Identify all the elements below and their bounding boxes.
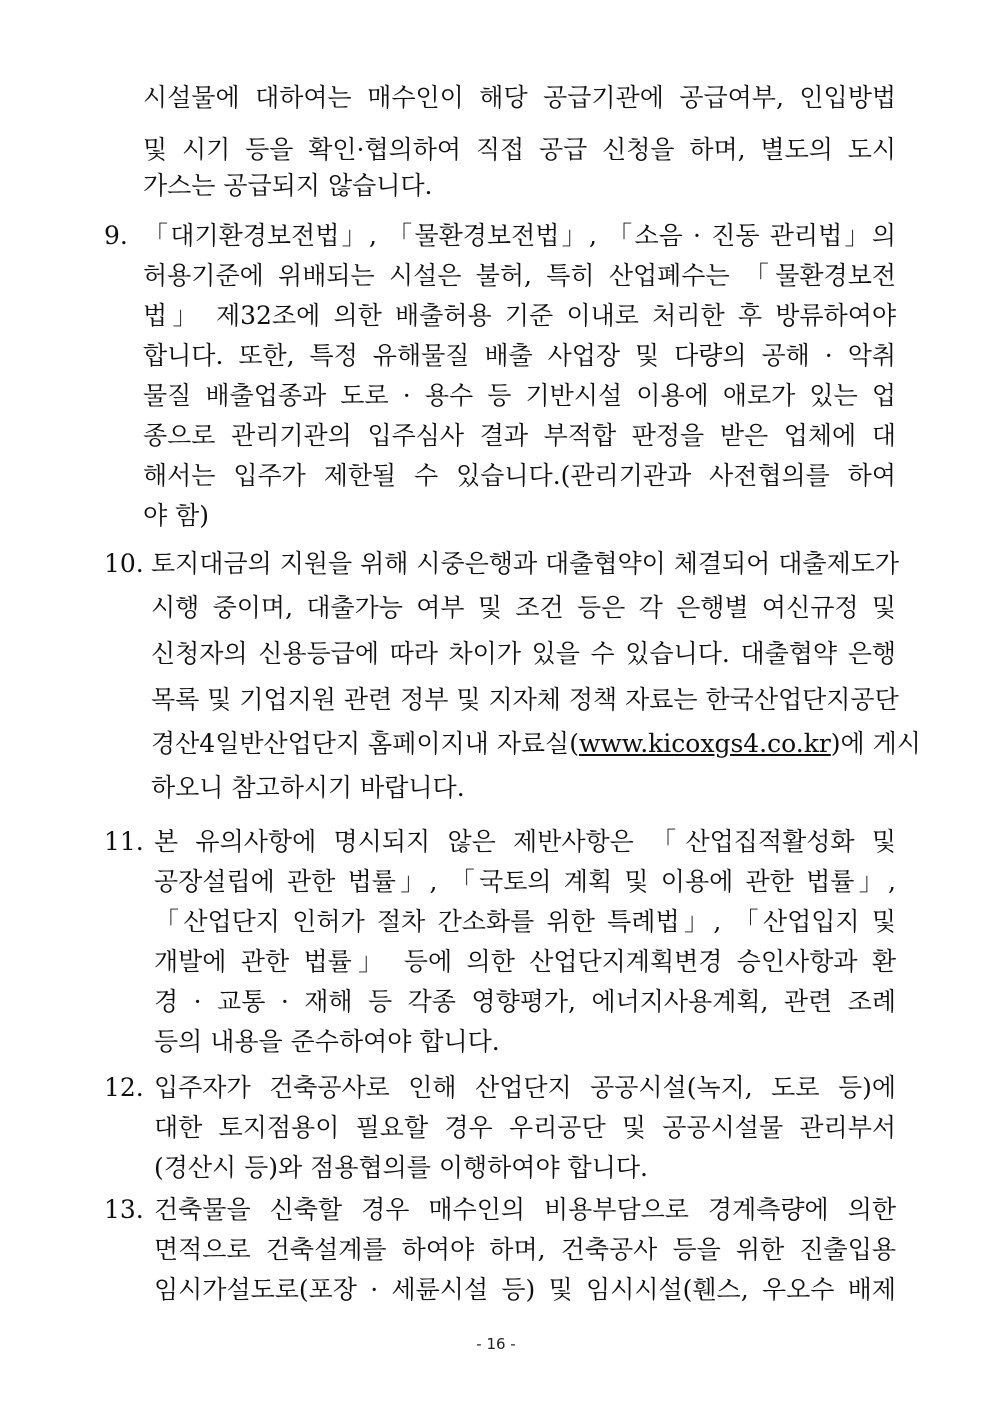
text-line: 법」 제32조에 의한 배출허용 기준 이내로 처리한 후 방류하여야 xyxy=(143,301,896,330)
text-line: 신청자의 신용등급에 따라 차이가 있을 수 있습니다. 대출협약 은행 xyxy=(151,639,896,668)
item-number: 13. xyxy=(104,1195,144,1224)
text-line: 목록 및 기업지원 관련 정부 및 지자체 정책 자료는 한국산업단지공단 xyxy=(151,685,899,714)
text-line: 공장설립에 관한 법률」, 「국토의 계획 및 이용에 관한 법률」, xyxy=(154,867,896,896)
text-line: 「대기환경보전법」, 「물환경보전법」, 「소음 · 진동 관리법」의 xyxy=(143,221,896,250)
text-line: 대한 토지점용이 필요할 경우 우리공단 및 공공시설물 관리부서 xyxy=(154,1113,896,1142)
text-line: 허용기준에 위배되는 시설은 불허, 특히 산업폐수는 「물환경보전 xyxy=(143,261,896,290)
text-line-with-link xyxy=(151,724,921,764)
text-line: 본 유의사항에 명시되지 않은 제반사항은 「산업집적활성화 및 xyxy=(154,827,896,856)
text-line: 종으로 관리기관의 입주심사 결과 부적합 판정을 받은 업체에 대 xyxy=(143,421,896,450)
text-segment: 경산4일반산업단지 홈페이지내 자료실( xyxy=(151,729,579,758)
text-line: 등의 내용을 준수하여야 합니다. xyxy=(154,1027,500,1056)
text-line: 「산업단지 인허가 절차 간소화를 위한 특례법」, 「산업입지 및 xyxy=(154,907,896,936)
text-line: 하오니 참고하시기 바랍니다. xyxy=(151,773,465,802)
text-line: 토지대금의 지원을 위해 시중은행과 대출협약이 체결되어 대출제도가 xyxy=(151,549,900,578)
homepage-link[interactable]: www.kicoxgs4.co.kr xyxy=(578,729,831,758)
text-line: 시설물에 대하여는 매수인이 해당 공급기관에 공급여부, 인입방법 xyxy=(143,83,896,112)
text-line: 및 시기 등을 확인·협의하여 직접 공급 신청을 하며, 별도의 도시 xyxy=(143,135,896,164)
text-line: 임시가설도로(포장 · 세륜시설 등) 및 임시시설(휀스, 우오수 배제 xyxy=(154,1275,896,1304)
item-number: 12. xyxy=(104,1073,144,1102)
text-line: 합니다. 또한, 특정 유해물질 배출 사업장 및 다량의 공해 · 악취 xyxy=(143,341,896,370)
text-line: 입주자가 건축공사로 인해 산업단지 공공시설(녹지, 도로 등)에 xyxy=(154,1073,896,1102)
item-number: 11. xyxy=(104,827,144,856)
text-line: 시행 중이며, 대출가능 여부 및 조건 등은 각 은행별 여신규정 및 xyxy=(151,593,896,622)
text-line: 물질 배출업종과 도로 · 용수 등 기반시설 이용에 애로가 있는 업 xyxy=(143,381,896,410)
text-segment: )에 게시 xyxy=(830,729,921,758)
item-number: 10. xyxy=(104,549,144,578)
text-line: 면적으로 건축설계를 하여야 하며, 건축공사 등을 위한 진출입용 xyxy=(154,1235,896,1264)
text-line: 개발에 관한 법률」 등에 의한 산업단지계획변경 승인사항과 환 xyxy=(154,947,896,976)
text-line: 건축물을 신축할 경우 매수인의 비용부담으로 경계측량에 의한 xyxy=(154,1195,896,1224)
text-line: 가스는 공급되지 않습니다. xyxy=(143,171,433,200)
text-line: 야 함) xyxy=(143,501,210,530)
text-line: 해서는 입주가 제한될 수 있습니다.(관리기관과 사전협의를 하여 xyxy=(143,461,896,490)
item-number: 9. xyxy=(104,221,128,250)
text-line: (경산시 등)와 점용협의를 이행하여야 합니다. xyxy=(154,1153,648,1182)
text-line: 경 · 교통 · 재해 등 각종 영향평가, 에너지사용계획, 관련 조례 xyxy=(154,987,896,1016)
page-number: - 16 - xyxy=(476,1335,516,1353)
